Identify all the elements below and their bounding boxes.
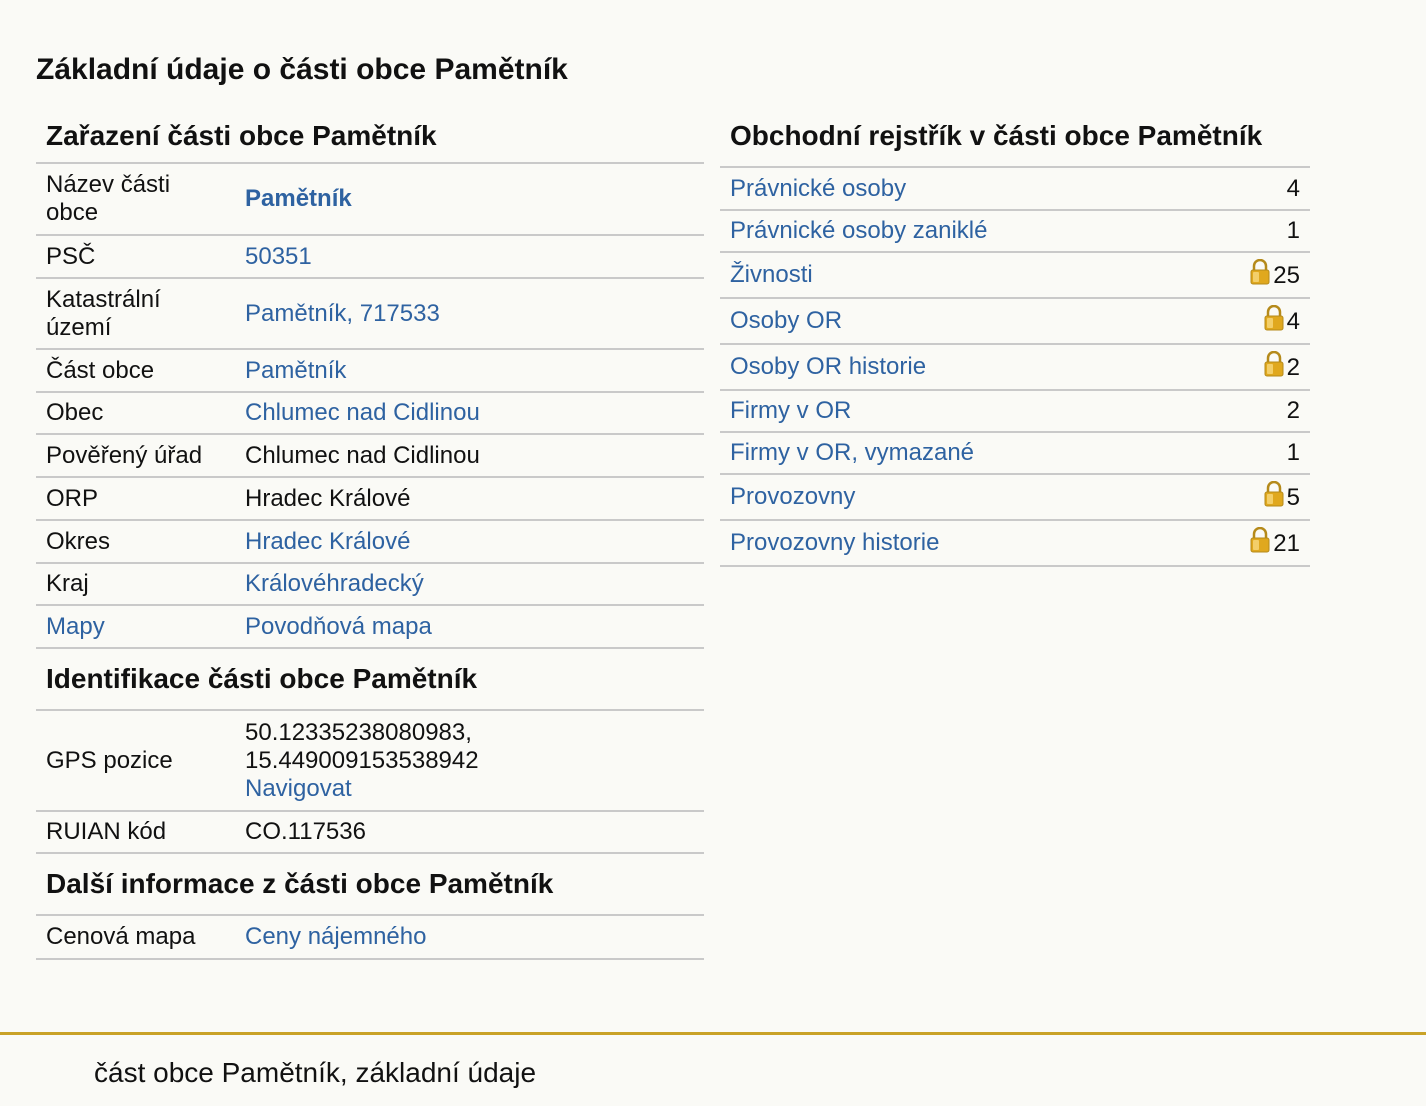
cast-obce-link[interactable]: Pamětník <box>245 356 347 384</box>
count-value: 4 <box>1286 307 1300 335</box>
table-row <box>36 605 704 648</box>
ceny-najemneho-link[interactable]: Ceny nájemného <box>245 923 427 950</box>
rejstrik-link[interactable]: Provozovny historie <box>730 529 940 556</box>
table-row <box>720 432 1310 474</box>
identifikace-title: Identifikace části obce Pamětník <box>36 649 704 711</box>
table-row <box>36 520 704 563</box>
gps-longitude: 15.449009153538942 <box>245 746 479 774</box>
lock-icon <box>1249 527 1271 560</box>
dalsi-title: Další informace z části obce Pamětník <box>36 854 704 916</box>
table-row <box>720 344 1310 390</box>
footer-divider <box>0 1032 1426 1035</box>
right-column <box>720 112 1310 567</box>
count-value: 21 <box>1273 529 1300 557</box>
table-row <box>720 252 1310 298</box>
table-row <box>720 474 1310 520</box>
row-label-obec: Obec <box>36 392 235 434</box>
row-label-kraj: Kraj <box>36 563 235 605</box>
lock-icon <box>1263 305 1285 338</box>
row-label-psc: PSČ <box>36 235 235 278</box>
table-row <box>36 349 704 392</box>
table-row <box>36 811 704 853</box>
rejstrik-link[interactable]: Právnické osoby <box>730 174 907 202</box>
rejstrik-link[interactable]: Osoby OR historie <box>730 353 927 380</box>
psc-link[interactable]: 50351 <box>245 242 312 270</box>
povodnova-mapa-link[interactable]: Povodňová mapa <box>245 612 432 640</box>
table-row <box>36 235 704 278</box>
count-value: 5 <box>1286 483 1300 511</box>
table-row <box>36 164 704 235</box>
count-value: 1 <box>1286 217 1300 244</box>
row-label-cast-obce: Část obce <box>36 349 235 392</box>
row-label-ruian: RUIAN kód <box>36 811 235 853</box>
lock-icon <box>1263 351 1285 384</box>
zarazeni-table <box>36 164 704 649</box>
count-value: 2 <box>1286 353 1300 381</box>
row-label-nazev: Název části obce <box>36 164 235 235</box>
okres-link[interactable]: Hradec Králové <box>245 527 411 555</box>
row-label-orp: ORP <box>36 477 235 520</box>
rejstrik-link[interactable]: Firmy v OR <box>730 397 852 424</box>
count-value: 4 <box>1286 174 1300 202</box>
lock-icon <box>1249 259 1271 292</box>
mapy-link[interactable]: Mapy <box>46 612 105 640</box>
rejstrik-link[interactable]: Firmy v OR, vymazané <box>730 439 975 466</box>
obec-link[interactable]: Chlumec nad Cidlinou <box>245 399 480 426</box>
povereny-urad-value: Chlumec nad Cidlinou <box>235 434 704 477</box>
orp-value: Hradec Králové <box>235 477 704 520</box>
rejstrik-table <box>720 168 1310 567</box>
table-row <box>36 434 704 477</box>
ruian-value: CO.117536 <box>235 811 704 853</box>
zarazeni-title: Zařazení části obce Pamětník <box>36 112 704 164</box>
rejstrik-link[interactable]: Živnosti <box>730 261 813 288</box>
table-row <box>720 168 1310 210</box>
footer-text: část obce Pamětník, základní údaje <box>94 1057 537 1088</box>
rejstrik-link[interactable]: Provozovny <box>730 483 856 510</box>
table-row <box>36 916 704 959</box>
table-row <box>720 390 1310 432</box>
table-row <box>720 520 1310 566</box>
gps-latitude: 50.12335238080983, <box>245 718 472 746</box>
table-row <box>36 278 704 349</box>
table-row <box>36 711 704 811</box>
count-value: 1 <box>1286 439 1300 466</box>
row-label-katastr: Katastrální území <box>36 278 235 349</box>
table-row <box>720 298 1310 344</box>
table-row <box>36 392 704 434</box>
count-value: 2 <box>1286 397 1300 424</box>
lock-icon <box>1263 481 1285 514</box>
dalsi-table <box>36 916 704 960</box>
rejstrik-title: Obchodní rejstřík v části obce Pamětník <box>720 112 1310 168</box>
table-row <box>36 477 704 520</box>
navigovat-link[interactable]: Navigovat <box>245 774 352 802</box>
row-label-gps: GPS pozice <box>36 711 235 811</box>
count-value: 25 <box>1273 261 1300 289</box>
rejstrik-link[interactable]: Osoby OR <box>730 307 843 334</box>
nazev-link[interactable]: Pamětník <box>245 185 352 212</box>
rejstrik-link[interactable]: Právnické osoby zaniklé <box>730 217 988 244</box>
left-column <box>36 112 704 960</box>
table-row <box>36 563 704 605</box>
row-label-okres: Okres <box>36 520 235 563</box>
row-label-povereny-urad: Pověřený úřad <box>36 434 235 477</box>
table-row <box>720 210 1310 252</box>
katastr-link[interactable]: Pamětník, 717533 <box>245 299 440 327</box>
identifikace-table <box>36 711 704 854</box>
page-title: Základní údaje o části obce Pamětník <box>36 53 568 86</box>
kraj-link[interactable]: Královéhradecký <box>245 570 424 597</box>
row-label-cenova-mapa: Cenová mapa <box>36 916 235 959</box>
